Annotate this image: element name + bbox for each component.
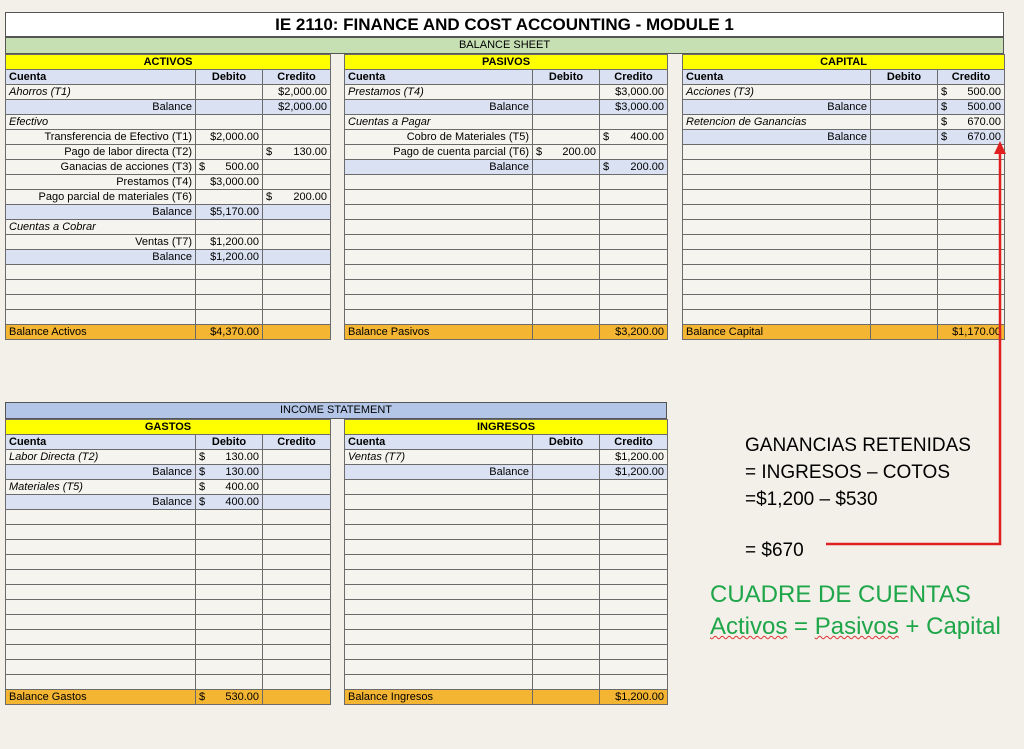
balance-sheet-header: BALANCE SHEET	[5, 37, 1004, 54]
col-credito: Credito	[263, 435, 331, 450]
table-row: Ventas (T7)	[345, 450, 533, 465]
col-credito: Credito	[263, 70, 331, 85]
ingresos-title: INGRESOS	[345, 420, 668, 435]
cuadre-equation: Activos = Pasivos + Capital	[710, 613, 1001, 640]
col-cuenta: Cuenta	[6, 70, 196, 85]
balance-row: Balance	[345, 160, 533, 175]
pasivos-title: PASIVOS	[345, 55, 668, 70]
table-row: Ganacias de acciones (T3)	[6, 160, 196, 175]
col-debito: Debito	[196, 70, 263, 85]
table-row: Prestamos (T4)	[6, 175, 196, 190]
total-ingresos-value: $1,200.00	[600, 690, 668, 705]
arrow-head-icon	[994, 141, 1006, 154]
table-row: Pago de cuenta parcial (T6)	[345, 145, 533, 160]
capital-title: CAPITAL	[683, 55, 1005, 70]
total-pasivos-value: $3,200.00	[600, 325, 668, 340]
table-row: Cuentas a Cobrar	[6, 220, 196, 235]
capital-table: CAPITAL Cuenta Debito Credito Acciones (T3) $ 500.00 Balance $ 500.00 Retencion de Ganancias $ 670.00 Balance $ 670.00 Balance Capital $1,170.00	[682, 54, 1005, 340]
total-activos-value: $4,370.00	[196, 325, 263, 340]
annotation-line-1: GANANCIAS RETENIDAS	[745, 435, 971, 456]
total-ingresos-label: Balance Ingresos	[345, 690, 533, 705]
col-credito: Credito	[938, 70, 1005, 85]
total-pasivos-label: Balance Pasivos	[345, 325, 533, 340]
gastos-table: GASTOS Cuenta Debito Credito Labor Directa (T2) $ 130.00 Balance $ 130.00 Materiales (T5) $ 400.00 Balance $ 400.00 Balance Gastos $ 530.00	[5, 419, 331, 705]
table-row: Retencion de Ganancias	[683, 115, 871, 130]
ingresos-table: INGRESOS Cuenta Debito Credito Ventas (T7) $1,200.00 Balance $1,200.00 Balance Ingresos $1,200.00	[344, 419, 668, 705]
col-cuenta: Cuenta	[6, 435, 196, 450]
total-capital-label: Balance Capital	[683, 325, 871, 340]
balance-row: Balance	[345, 100, 533, 115]
total-activos-label: Balance Activos	[6, 325, 196, 340]
balance-row: Balance	[6, 100, 196, 115]
table-row: Transferencia de Efectivo (T1)	[6, 130, 196, 145]
annotation-line-4: = $670	[745, 540, 804, 561]
balance-row: Balance	[6, 205, 196, 220]
activos-table: ACTIVOS Cuenta Debito Credito Ahorros (T1) $2,000.00 Balance $2,000.00 Efectivo Transferencia de Efectivo (T1) $2,000.00 Pago de labor directa (T2) $ 130.00 Ganacias de acciones (T3) $ 500.00 Prestamos (T4) $3,000.00 Pago parcial de materiales (T6) $ 200.00 Balance $5,170.00 Cuentas a Cobrar Ventas (T7) $1,200.00 Balance $1,200.00 Balance Activos $4,370.00	[5, 54, 331, 340]
pasivos-table: PASIVOS Cuenta Debito Credito Prestamos (T4) $3,000.00 Balance $3,000.00 Cuentas a Pagar Cobro de Materiales (T5) $ 400.00 Pago de cuenta parcial (T6) $ 200.00 Balance $ 200.00 Balance Pasivos $3,200.00	[344, 54, 668, 340]
col-cuenta: Cuenta	[345, 435, 533, 450]
col-credito: Credito	[600, 70, 668, 85]
balance-row: Balance	[683, 100, 871, 115]
table-row: Cuentas a Pagar	[345, 115, 533, 130]
table-row: Cobro de Materiales (T5)	[345, 130, 533, 145]
balance-row: Balance	[6, 465, 196, 480]
table-row: Prestamos (T4)	[345, 85, 533, 100]
annotation-line-2: = INGRESOS – COTOS	[745, 462, 951, 483]
total-capital-value: $1,170.00	[938, 325, 1005, 340]
table-row: Pago de labor directa (T2)	[6, 145, 196, 160]
balance-row: Balance	[6, 495, 196, 510]
table-row: Labor Directa (T2)	[6, 450, 196, 465]
table-row: Ventas (T7)	[6, 235, 196, 250]
table-row: Acciones (T3)	[683, 85, 871, 100]
table-row: Ahorros (T1)	[6, 85, 196, 100]
col-cuenta: Cuenta	[683, 70, 871, 85]
col-debito: Debito	[196, 435, 263, 450]
col-credito: Credito	[600, 435, 668, 450]
table-row: Pago parcial de materiales (T6)	[6, 190, 196, 205]
arrow-line	[826, 152, 1000, 544]
total-gastos-label: Balance Gastos	[6, 690, 196, 705]
gastos-title: GASTOS	[6, 420, 331, 435]
cuadre-title: CUADRE DE CUENTAS	[710, 581, 971, 608]
balance-row: Balance	[683, 130, 871, 145]
total-gastos-value: $ 530.00	[199, 691, 259, 703]
balance-row: Balance	[6, 250, 196, 265]
table-row: Efectivo	[6, 115, 196, 130]
page-title: IE 2110: FINANCE AND COST ACCOUNTING - MODULE 1	[5, 12, 1004, 37]
col-debito: Debito	[533, 70, 600, 85]
annotation-line-3: =$1,200 – $530	[745, 489, 878, 510]
activos-title: ACTIVOS	[6, 55, 331, 70]
col-debito: Debito	[871, 70, 938, 85]
table-row: Materiales (T5)	[6, 480, 196, 495]
income-statement-header: INCOME STATEMENT	[5, 402, 667, 419]
col-debito: Debito	[533, 435, 600, 450]
col-cuenta: Cuenta	[345, 70, 533, 85]
balance-row: Balance	[345, 465, 533, 480]
